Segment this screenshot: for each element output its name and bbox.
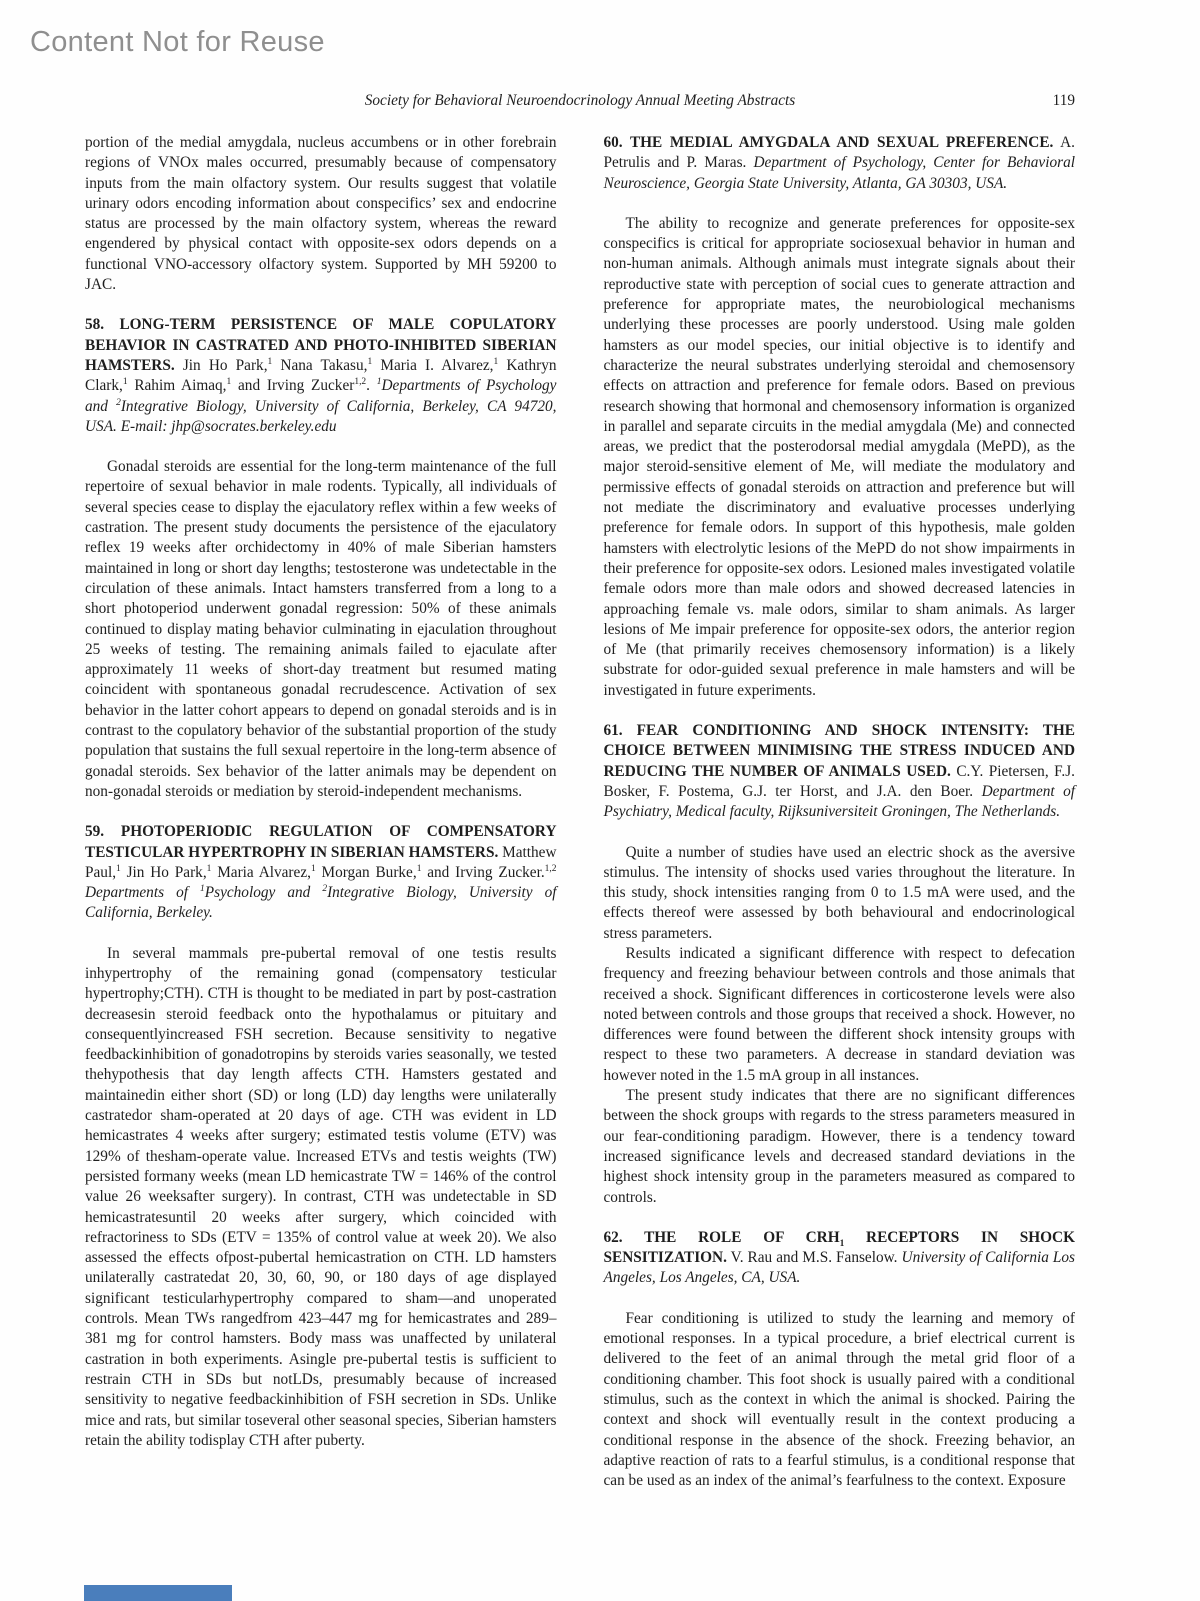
abstract-60 [604,133,1076,701]
right-column [604,133,1076,1491]
abstract-58-paragraph-1: Gonadal steroids are essential for the long-term maintenance of the full repertoire of sexual behavior in male rodents. Typically, all individuals of several species cease to display the ejaculatory reflex within a few weeks of castration. The present study documents the persistence of the ejaculatory reflex 19 weeks after orchidectomy in 40% of male Siberian hamsters maintained in long or short day lengths; testosterone was undetectable in the circulation of these animals. Intact hamsters transferred from a long to a short photoperiod underwent gonadal regression: 50% of these animals continued to display mating behavior culminating in ejaculation throughout 25 weeks of testing. The remaining animals failed to ejaculate after approximately 11 weeks of short-day treatment but resumed mating coincident with spontaneous gonadal recrudescence. Activation of sex behavior in the latter cohort appears to depend on gonadal steroids and is in contrast to the copulatory behavior of the substantial proportion of the study population that sustains the full sexual repertoire in the long-term absence of gonadal steroids. Sex behavior of the latter animals may be dependent on non-gonadal steroids or mediation by steroid-independent mechanisms. [85,458,557,800]
footer-accent-bar [84,1585,232,1601]
abstract-62-paragraph-1: Fear conditioning is utilized to study the learning and memory of emotional responses. In a typical procedure, a brief electrical current is delivered to the feet of an animal through the metal grid floor of a conditioning chamber. This foot shock is usually paired with a conditional stimulus, such as the context in which the animal is shocked. Pairing the context and shock will eventually result in the context producing a conditional response in the absence of the shock. Freezing behavior, an adaptive reaction of rats to a fearful stimulus, is a conditional response that can be used as an index of the animal’s fearfulness to the context. Exposure [603,1309,1075,1490]
continuation-paragraph: portion of the medial amygdala, nucleus accumbens or in other forebrain regions of VNOx males occurred, presumably because of compensatory inputs from the main olfactory system. Our results suggest that volatile urinary odors encoding information about conspecifics’ sex and endocrine status are processed by the main olfactory system, whereas the reward engendered by physical contact with opposite-sex odors depends on a functional VNO-accessory olfactory system. Supported by MH 59200 to JAC. [85,134,557,294]
running-head [85,92,1075,110]
abstract-58-heading: 58. LONG-TERM PERSISTENCE OF MALE COPULATORY BEHAVIOR IN CASTRATED AND PHOTO-INHIBITED SIBERIAN HAMSTERS. Jin Ho Park,$^1$ Nana Takasu,$^1$ Maria I. Alvarez,$^1$ Kathryn Clark,$^1$ Rahim Aimaq,$^1$ and Irving Zucker$^{1,2}$. $^1$Departments of Psychology and $^2$Integrative Biology, University of California, Berkeley, CA 94720, USA. E-mail: jhp@socrates.berkeley.edu [85,316,557,435]
abstract-60-heading: 60. THE MEDIAL AMYGDALA AND SEXUAL PREFERENCE. A. Petrulis and P. Maras. Department of Psychology, Center for Behavioral Neuroscience, Georgia State University, Atlanta, GA 30303, USA. [603,134,1075,192]
abstract-61-paragraph-2: Results indicated a significant difference with respect to defecation frequency and freezing behaviour between controls and those animals that received a shock. Significant differences in corticosterone levels were also noted between controls and those groups that received a shock. However, no differences were found between the different shock intensity groups with respect to these two parameters. A decrease in standard deviation was however noted in the 1.5 mA group in all instances. [603,944,1075,1084]
abstract-62-heading: 62. THE ROLE OF $CRH_1$ RECEPTORS IN SHOCK SENSITIZATION. V. Rau and M.S. Fanselow. University of California Los Angeles, Los Angeles, CA, USA. [603,1228,1075,1287]
page-number: 119 [1052,92,1075,109]
left-column [85,133,557,1491]
watermark-text: Content Not for Reuse [30,26,325,58]
abstract-61-heading: 61. FEAR CONDITIONING AND SHOCK INTENSITY: THE CHOICE BETWEEN MINIMISING THE STRESS INDUCED AND REDUCING THE NUMBER OF ANIMALS USED. C.Y. Pietersen, F.J. Bosker, F. Postema, G.J. ter Horst, and J.A. den Boer. Department of Psychiatry, Medical faculty, Rijksuniversiteit Groningen, The Netherlands. [603,722,1075,821]
abstract-61-paragraph-1: Quite a number of studies have used an electric shock as the aversive stimulus. The intensity of shocks used varies throughout the literature. In this study, shock intensities ranging from 0 to 1.5 mA were used, and the effects thereof were assessed by both behavioural and endocrinological stress parameters. [603,843,1075,942]
abstract-58 [85,315,557,802]
abstract-59-paragraph-1: In several mammals pre-pubertal removal of one testis results inhypertrophy of the remaining gonad (compensatory testicular hypertrophy;CTH). CTH is thought to be mediated in part by post-castration decreasesin steroid feedback onto the hypothalamus or pituitary and consequentlyincreased FSH secretion. Because sensitivity to negative feedbackinhibition of gonadotropins by steroids varies seasonally, we tested thehypothesis that day length affects CTH. Hamsters gestated and maintainedin either short (SD) or long (LD) day lengths were unilaterally castratedor sham-operated at 20 days of age. CTH was evident in LD hemicastrates 4 weeks after surgery; estimated testis volume (ETV) was 129% of thesham-operate value. Increased ETVs and testis weights (TW) persisted formany weeks (mean LD hemicastrate TW = 146% of the control value 26 weeksafter surgery). In contrast, CTH was undetectable in SD hemicastratesuntil 20 weeks after surgery, which coincided with refractoriness to SDs (ETV = 135% of control value at week 20). We also assessed the effects ofpost-pubertal hemicastration on CTH. LD hamsters unilaterally castratedat 20, 30, 60, 90, or 180 days of age displayed significant testicularhypertrophy compared to sham—and unoperated controls. Mean TWs rangedfrom 423–447 mg for hemicastrates and 289–381 mg for control hamsters. Body mass was unaffected by unilateral castration in both experiments. Asingle pre-pubertal testis is sufficient to restrain CTH in SDs but notLDs, presumably because of increased sensitivity to negative feedbackinhibition of FSH secretion in SDs. Unlike mice and rats, but similar toseveral other seasonal species, Siberian hamsters retain the ability todisplay CTH after puberty. [85,944,557,1449]
abstract-60-paragraph-1: The ability to recognize and generate preferences for opposite-sex conspecifics is critical for appropriate sociosexual behavior in human and non-human animals. Although animals must integrate signals about their reproductive state with perception of social cues to generate attraction and preference for appropriate mates, the neurobiological mechanisms underlying these processes are poorly understood. Using male golden hamsters as our model species, our initial objective is to identify and characterize the neural substrates underlying steroidal and chemosensory effects on attraction and preference for female odors. Based on previous research showing that hormonal and chemosensory information is organized in parallel and separate circuits in the medial amygdala (Me) and connected areas, we predict that the posterodorsal medial amygdala (MePD), as the major steroid-sensitive element of Me, will mediate the modulatory and permissive effects of gonadal steroids on attraction and preference but will not mediate the discriminatory and evaluative processes underlying preference for female odors. In support of this hypothesis, male golden hamsters with electrolytic lesions of the MePD do not show impairments in their preference for opposite-sex odors. Lesioned males investigated volatile female odors more than male odors and showed decreased latencies in approaching female vs. male odors, similar to sham animals. As larger lesions of Me impair preference for opposite-sex odors, the anterior region of Me (that primarily receives chemosensory information) is a likely substrate for odor-guided sexual preference in male hamsters and will be investigated in future experiments. [603,214,1075,699]
abstract-62 [604,1228,1076,1492]
abstract-59-heading: 59. PHOTOPERIODIC REGULATION OF COMPENSATORY TESTICULAR HYPERTROPHY IN SIBERIAN HAMSTERS. Matthew Paul,$^1$ Jin Ho Park,$^1$ Maria Alvarez,$^1$ Morgan Burke,$^1$ and Irving Zucker.$^{1,2}$ Departments of $^1$Psychology and $^2$Integrative Biology, University of California, Berkeley. [85,823,557,922]
abstract-61-paragraph-3: The present study indicates that there are no significant differences between the shock groups with regards to the stress parameters measured in our fear-conditioning paradigm. However, there is a tendency toward increased significance levels and decreased standard deviations in the highest shock intensity group in the parameters measured as compared to controls. [603,1087,1075,1206]
abstract-59 [85,822,557,1451]
abstract-61 [604,721,1076,1208]
journal-title: Society for Behavioral Neuroendocrinology Annual Meeting Abstracts [364,92,796,109]
two-column-body [85,133,1075,1491]
